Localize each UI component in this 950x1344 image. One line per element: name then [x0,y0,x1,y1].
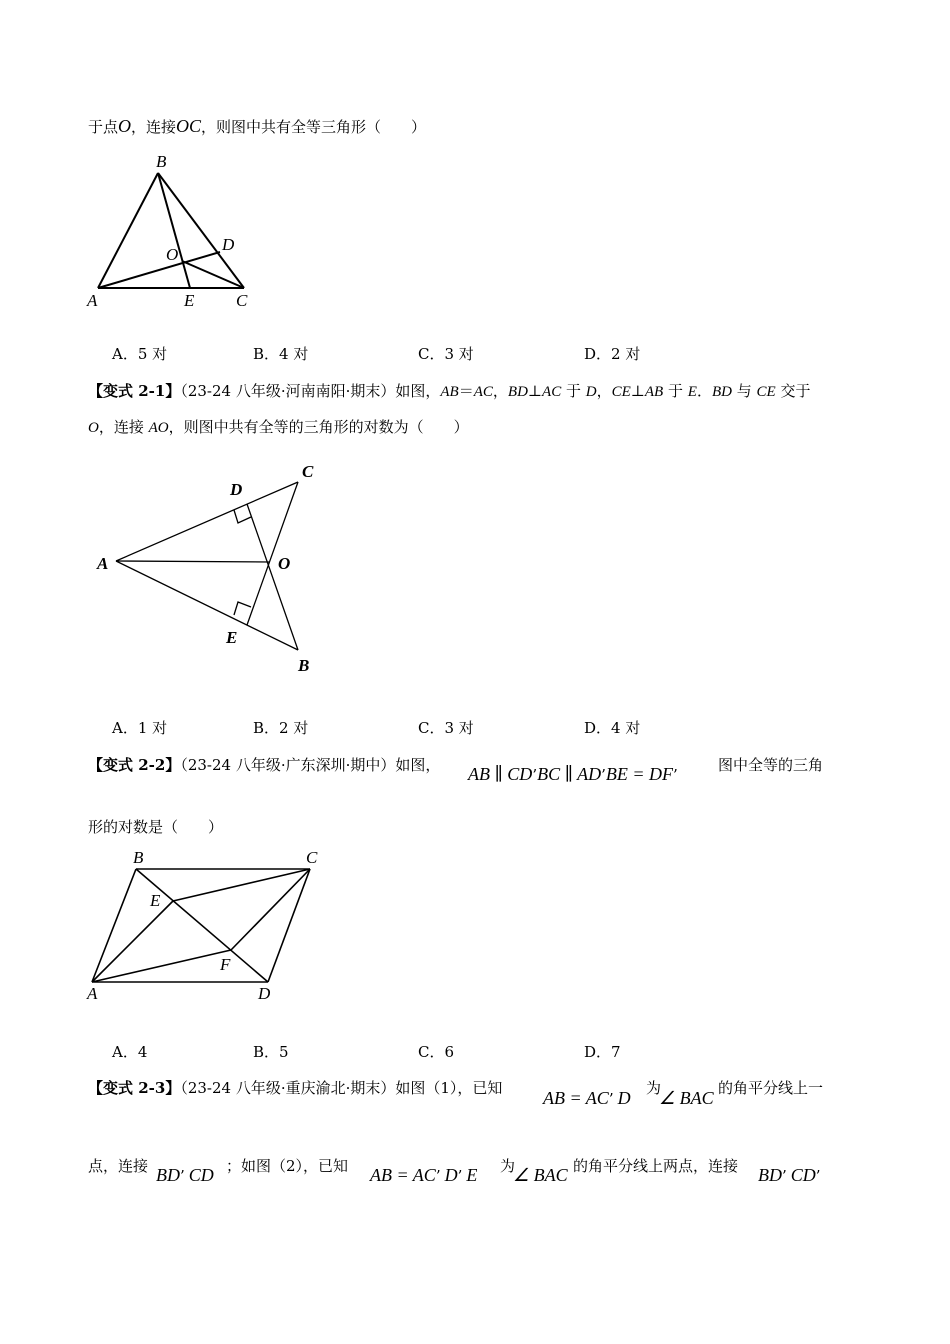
q2-seg-cd [247,482,298,625]
q1-seg-be [158,173,190,288]
q2-label-a: A [97,554,109,573]
q2-right-angle-e [234,602,251,615]
q1-label-o: O [166,245,179,264]
q1-label-e: E [184,291,195,310]
q3-label-f: F [220,955,231,974]
q2-label-b: B [298,656,310,675]
q3-seg-dc [268,869,310,982]
q2-option-a[interactable]: A．1 对 [112,719,168,737]
q4-line2-wei: 为 [500,1157,516,1175]
q3-stem-math: AB ∥ CD’BC ∥ AD’BE = DF’ [468,764,678,784]
q3-seg-ab [92,869,136,982]
q3-seg-ec [173,869,310,901]
q4-line2-head: 点，连接 [88,1157,149,1175]
q4-line1-math-a: AB = AC’ D [543,1088,631,1108]
q3-figure [80,845,340,1010]
q1-figure [80,148,280,318]
q3-label-e: E [150,891,161,910]
q3-option-d[interactable]: D．7 [584,1043,621,1061]
q4-line2-math-a: BD’ CD [156,1165,214,1185]
q2-label-d: D [230,480,243,499]
q4-line2-math-b: AB = AC’ D’ E [370,1165,478,1185]
q2-seg-ac [116,482,298,561]
q1-label-d: D [222,235,235,254]
q4-line1-angle: ∠ BAC [659,1088,714,1108]
q4-line1-wei: 为 [646,1079,662,1097]
q3-stem-tail: 图中全等的三角 [718,756,824,774]
q3-option-b[interactable]: B．5 [253,1043,289,1061]
q3-label-d: D [258,984,271,1003]
q2-seg-ab [116,561,298,650]
q2-figure [90,455,330,680]
q3-stem-line2: 形的对数是（ ） [88,818,224,836]
q1-seg-ab [98,173,158,288]
q1-stem: 于点O，连接OC，则图中共有全等三角形（ ） [88,116,427,136]
q3-label-b: B [133,848,144,867]
q2-option-d[interactable]: D．4 对 [584,719,641,737]
q3-seg-ae [92,901,173,982]
q2-right-angle-d [234,510,251,523]
q3-seg-bd [136,869,268,982]
q4-line2-mid: 的角平分线上两点，连接 [573,1157,739,1175]
q4-stem-line1: 【变式 2-3】（23-24 八年级·重庆渝北·期末）如图（1），已知 [88,1079,503,1097]
q3-label-c: C [306,848,318,867]
q4-line2-semi: ；如图（2），已知 [226,1157,349,1175]
q3-stem-line1: 【变式 2-2】（23-24 八年级·广东深圳·期中）如图， [88,756,441,774]
q1-option-a[interactable]: A．5 对 [112,345,168,363]
q1-option-b[interactable]: B．4 对 [253,345,309,363]
q1-label-b: B [156,152,167,171]
q4-line2-math-c: BD’ CD’ [758,1165,821,1185]
q3-label-a: A [87,984,98,1003]
q1-label-c: C [236,291,248,310]
q1-option-c[interactable]: C．3 对 [418,345,474,363]
q2-seg-ao [116,561,270,562]
q2-option-c[interactable]: C．3 对 [418,719,474,737]
q3-option-a[interactable]: A．4 [112,1043,148,1061]
q1-label-a: A [87,291,98,310]
q2-label-c: C [302,462,314,481]
q4-line2-angle: ∠ BAC [513,1165,568,1185]
q3-seg-fc [231,869,310,950]
q3-seg-af [92,950,231,982]
q1-option-d[interactable]: D．2 对 [584,345,641,363]
q2-label-e: E [226,628,238,647]
q2-stem-line1: 【变式 2-1】（23-24 八年级·河南南阳·期末）如图，AB＝AC，BD⊥AC 于 D，CE⊥AB 于 E．BD 与 CE 交于 [88,382,811,400]
q4-line1-tail: 的角平分线上一 [718,1079,824,1097]
q2-stem-line2: O，连接 AO，则图中共有全等的三角形的对数为（ ） [88,418,469,436]
q2-label-o: O [278,554,291,573]
q3-option-c[interactable]: C．6 [418,1043,455,1061]
q1-seg-bc [158,173,244,288]
q2-option-b[interactable]: B．2 对 [253,719,309,737]
